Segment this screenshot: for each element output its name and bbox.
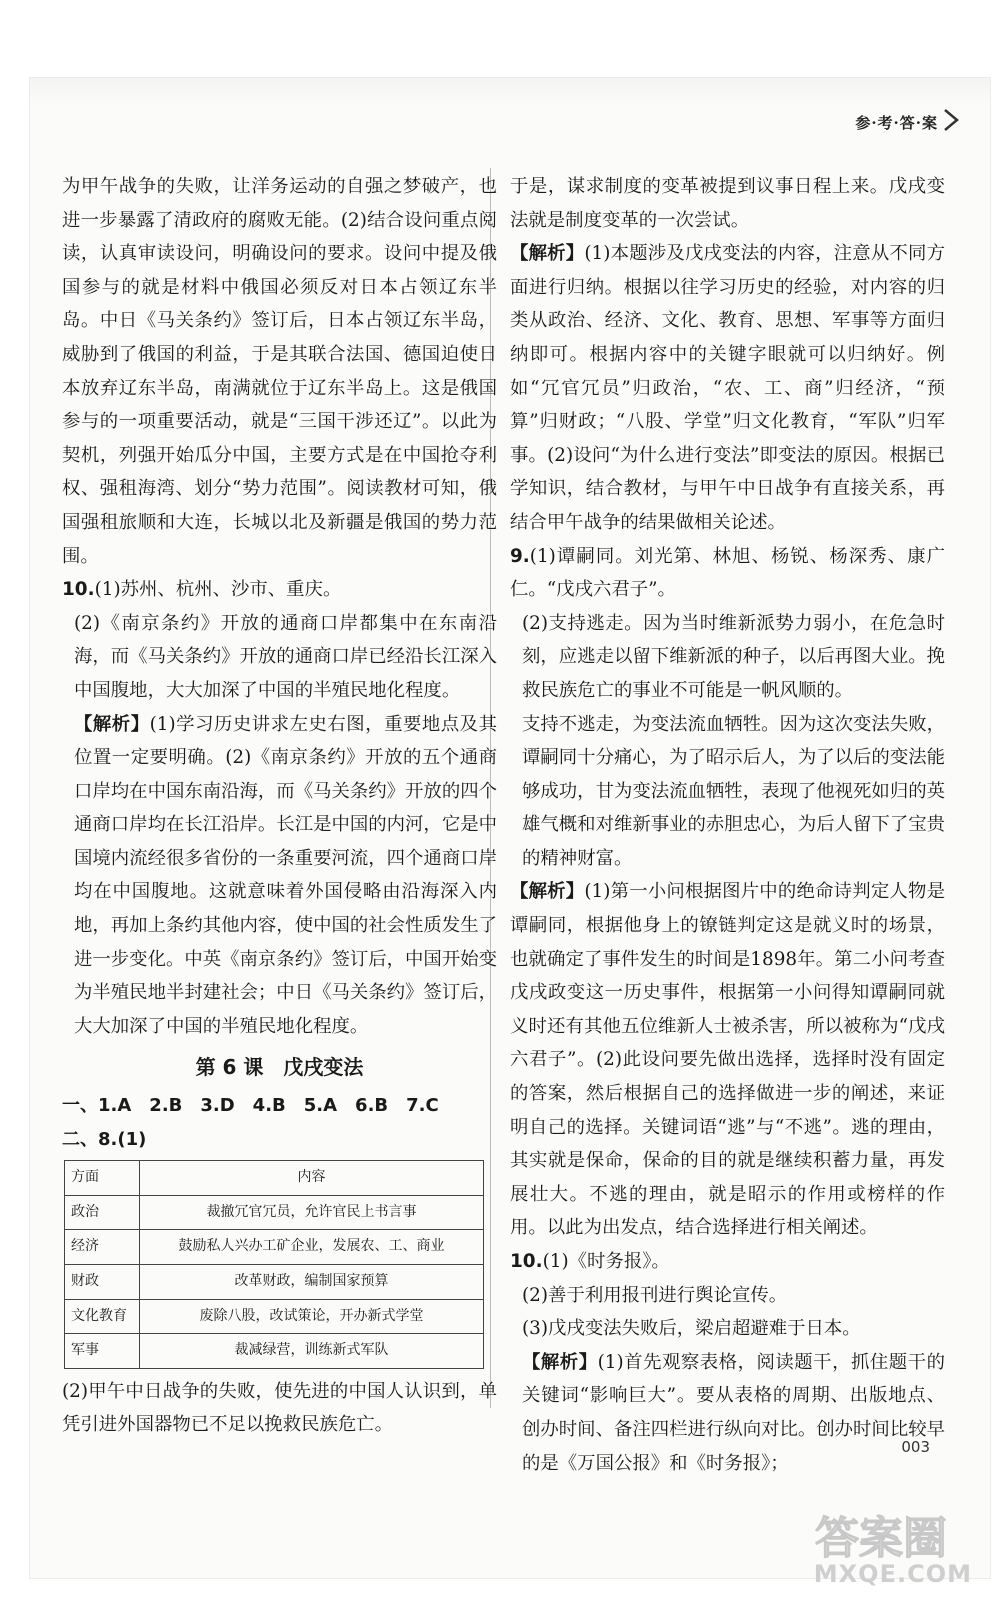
question-number: 9. — [510, 545, 530, 567]
analysis-label: 【解析】 — [510, 881, 585, 903]
question-10-part-1 — [62, 573, 497, 607]
table-cell: 军事 — [65, 1334, 140, 1369]
watermark-domain: MXQE.COM — [813, 1560, 972, 1588]
analysis-text: (1)第一小问根据图片中的绝命诗判定人物是谭嗣同，根据他身上的镣链判定这是就义时的场景，也就确定了事件发生的时间是1898年。第二小问考查戊戌政变这一历史事件，根据第一小问得知谭嗣同就义时还有其他五位维新人士被杀害，所以被称为“戊戌六君子”。(2)此设问要先做出选择，选择时没有固定的答案，然后根据自己的选择做进一步的阐述，来证明自己的选择。关键词语“逃”与“不逃”。逃的理由，其实就是保命，保命的目的就是继续积蓄力量，再发展壮大。不逃的理由，就是昭示的作用或榜样的作用。以此为出发点，结合选择进行相关阐述。 — [510, 881, 945, 1239]
table-row — [65, 1299, 484, 1334]
question-10-part-1 — [510, 1245, 945, 1279]
table-cell: 改革财政，编制国家预算 — [140, 1265, 484, 1300]
question-10-part-3: (3)戊戌变法失败后，梁启超避难于日本。 — [522, 1318, 861, 1340]
question-9-part-2b: 支持不逃走，为变法流血牺牲。因为这次变法失败，谭嗣同十分痛心，为了昭示后人，为了以后的变法能够成功，甘为变法流血牺牲，表现了他视死如归的英雄气概和对维新事业的赤胆忠心，为后人留下了宝贵的精神财富。 — [522, 713, 945, 869]
reform-content-table — [64, 1160, 484, 1369]
table-cell: 政治 — [65, 1195, 140, 1230]
question-8-analysis — [510, 237, 945, 539]
table-header-row — [65, 1161, 484, 1196]
analysis-label: 【解析】 — [522, 1351, 598, 1373]
analysis-text: (1)首先观察表格，阅读题干，抓住题干的关键词“影响巨大”。要从表格的周期、出版地点、创办时间、备注四栏进行纵向对比。创办时间比较早的是《万国公报》和《时务报》； — [522, 1351, 945, 1474]
chevron-right-icon — [942, 108, 960, 132]
question-number: 10. — [510, 1251, 543, 1272]
lesson-title: 第 6 课 戊戌变法 — [195, 1055, 364, 1080]
answer-text: (1)苏州、杭州、沙市、重庆。 — [94, 579, 342, 601]
table-cell: 废除八股，改试策论，开办新式学堂 — [140, 1299, 484, 1334]
table-cell: 裁撤冗官冗员，允许官民上书言事 — [140, 1195, 484, 1230]
question-10-analysis — [510, 1346, 945, 1480]
table-row — [65, 1195, 484, 1230]
table-row — [65, 1334, 484, 1369]
left-column — [62, 170, 497, 1442]
table-row — [65, 1230, 484, 1265]
question-8-heading: 二、8.(1) — [62, 1128, 147, 1150]
question-number: 10. — [62, 579, 95, 601]
answer-text: (1)谭嗣同。刘光第、林旭、杨锐、杨深秀、康广仁。“戊戌六君子”。 — [510, 545, 945, 601]
table-header-content: 内容 — [140, 1161, 484, 1196]
table-row — [65, 1265, 484, 1300]
header-band — [30, 78, 990, 104]
question-9-part-1 — [510, 540, 945, 607]
question-9-analysis — [510, 875, 945, 1245]
question-10-part-2: (2)善于利用报刊进行舆论宣传。 — [522, 1284, 788, 1306]
analysis-text: (1)学习历史讲求左史右图，重要地点及其位置一定要明确。(2)《南京条约》开放的五个通商口岸均在中国东南沿海，而《马关条约》开放的四个通商口岸均在长江沿岸。长江是中国的内河，它是中国境内流经很多省份的一条重要河流，四个通商口岸均在中国腹地。这就意味着外国侵略由沿海深入内地，再加上条约其他内容，使中国的社会性质发生了进一步变化。中英《南京条约》签订后，中国开始变为半殖民地半封建社会；中日《马关条约》签订后，大大加深了中国的半殖民地化程度。 — [74, 713, 497, 1037]
analysis-text: (1)本题涉及戊戌变法的内容，注意从不同方面进行归纳。根据以往学习历史的经验，对内容的归类从政治、经济、文化、教育、思想、军事等方面归纳即可。根据内容中的关键字眼就可以归纳好。例如“冗官冗员”归政治，“农、工、商”归经济，“预算”归财政；“八股、学堂”归文化教育，“军队”归军事。(2)设问“为什么进行变法”即变法的原因。根据已学知识，结合教材，与甲午中日战争有直接关系，再结合甲午战争的结果做相关论述。 — [510, 243, 945, 533]
paragraph-continued: 为甲午战争的失败，让洋务运动的自强之梦破产，也进一步暴露了清政府的腐败无能。(2)结合设问重点阅读，认真审读设问，明确设问的要求。设问中提及俄国参与的就是材料中俄国必须反对日本占领辽东半岛。中日《马关条约》签订后，日本占领辽东半岛，威胁到了俄国的利益，于是其联合法国、德国迫使日本放弃辽东半岛，南满就位于辽东半岛上。这是俄国参与的一项重要活动，就是“三国干涉还辽”。以此为契机，列强开始瓜分中国，主要方式是在中国抢夺利权、强租海湾、划分“势力范围”。阅读教材可知，俄国强租旅顺和大连，长城以北及新疆是俄国的势力范围。 — [62, 176, 497, 567]
question-9-part-2a: (2)支持逃走。因为当时维新派势力弱小，在危急时刻，应逃走以留下维新派的种子，以后再图大业。挽救民族危亡的事业不可能是一帆风顺的。 — [522, 612, 945, 701]
question-8-part-2: (2)甲午中日战争的失败，使先进的中国人认识到，单凭引进外国器物已不足以挽救民族危亡。 — [62, 1380, 497, 1436]
section-tag: 参·考·答·案 — [855, 114, 938, 132]
multiple-choice-answers: 一、1.A 2.B 3.D 4.B 5.A 6.B 7.C — [62, 1095, 439, 1117]
table-cell: 财政 — [65, 1265, 140, 1300]
table-header-aspect: 方面 — [65, 1161, 140, 1196]
analysis-label: 【解析】 — [74, 713, 150, 735]
answer-text: (1)《时务报》。 — [542, 1251, 670, 1272]
table-cell: 裁减绿营，训练新式军队 — [140, 1334, 484, 1369]
table-cell: 鼓励私人兴办工矿企业，发展农、工、商业 — [140, 1230, 484, 1265]
right-column — [510, 170, 945, 1480]
page-number: 003 — [901, 1438, 930, 1456]
question-10-part-2: (2)《南京条约》开放的通商口岸都集中在东南沿海，而《马关条约》开放的通商口岸已经沿长江深入中国腹地，大大加深了中国的半殖民地化程度。 — [74, 612, 497, 701]
table-cell: 经济 — [65, 1230, 140, 1265]
paragraph-continued: 于是，谋求制度的变革被提到议事日程上来。戊戌变法就是制度变革的一次尝试。 — [510, 176, 945, 231]
analysis-label: 【解析】 — [510, 243, 585, 265]
watermark-logo-text: 答案圈 — [815, 1513, 947, 1564]
table-cell: 文化教育 — [65, 1299, 140, 1334]
question-10-analysis — [62, 708, 497, 1044]
